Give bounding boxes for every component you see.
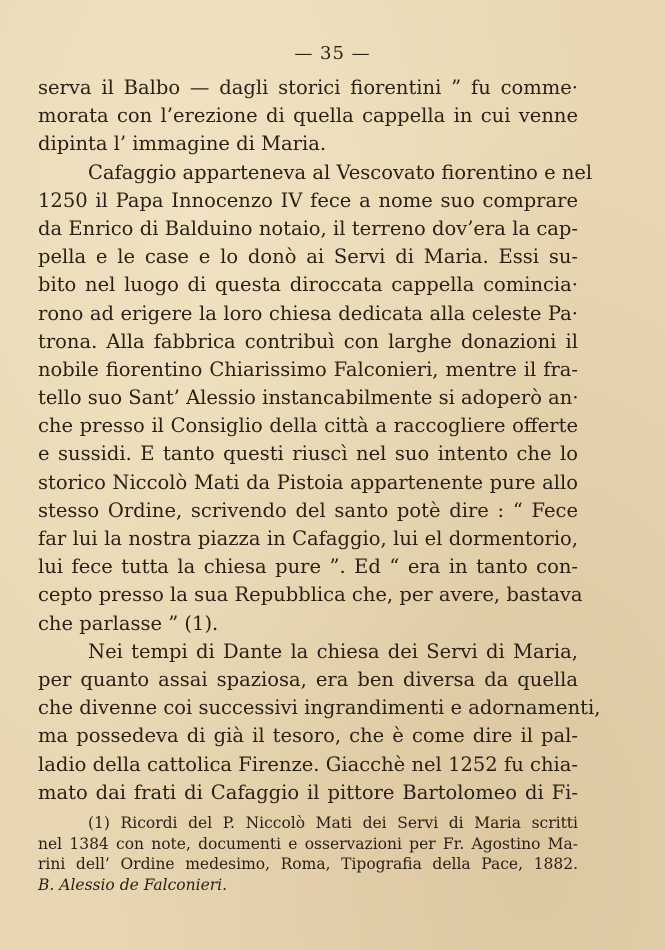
text-line: stesso Ordine, scrivendo del santo potè dire : “ Fece (38, 498, 578, 522)
text-line: ma possedeva di già il tesoro, che è come dire il pal- (38, 724, 578, 748)
footnote-line: nel 1384 con note, documenti e osservazioni per Fr. Agostino Ma- (38, 834, 578, 853)
footnote-line: B. Alessio de Falconieri. (38, 875, 228, 894)
text-line: per quanto assai spaziosa, era ben diversa da quella (38, 667, 578, 691)
text-line: bito nel luogo di questa diroccata cappella comincia· (38, 273, 578, 297)
text-line: trona. Alla fabbrica contribuì con larghe donazioni il (38, 329, 578, 353)
footnote (38, 813, 578, 895)
text-line: mato dai frati di Cafaggio il pittore Bartolomeo di Fi- (38, 780, 578, 804)
text-line: rono ad erigere la loro chiesa dedicata alla celeste Pa· (38, 301, 578, 325)
text-line: tello suo Sant’ Alessio instancabilmente si adoperò an· (38, 386, 579, 410)
text-line: pella e le case e lo donò ai Servi di Maria. Essi su- (38, 245, 578, 269)
text-line: storico Niccolò Mati da Pistoia appartenente pure allo (38, 470, 578, 494)
text-line: che presso il Consiglio della città a raccogliere offerte (38, 414, 578, 438)
text-line: e sussidi. E tanto questi riuscì nel suo intento che lo (38, 442, 578, 466)
text-line: da Enrico di Balduino notaio, il terreno dov’era la cap- (38, 216, 578, 240)
text-line: che parlasse ” (1). (38, 611, 219, 635)
body-text (38, 74, 601, 807)
text-line: Nei tempi di Dante la chiesa dei Servi di Maria, (88, 639, 578, 663)
text-line: Cafaggio apparteneva al Vescovato fiorentino e nel (88, 160, 593, 184)
text-line: nobile fiorentino Chiarissimo Falconieri, mentre il fra- (38, 357, 578, 381)
page-number: — 35 — (294, 43, 371, 64)
footnote-line: (1) Ricordi del P. Niccolò Mati dei Servi di Maria scritti (88, 814, 578, 832)
footnote-line: rini dell’ Ordine medesimo, Roma, Tipografia della Pace, 1882. (38, 855, 578, 873)
text-line: ladio della cattolica Firenze. Giacchè nel 1252 fu chia- (38, 752, 578, 776)
text-line: 1250 il Papa Innocenzo IV fece a nome suo comprare (38, 188, 578, 212)
text-line: cepto presso la sua Repubblica che, per avere, bastava (38, 583, 583, 607)
text-line: lui fece tutta la chiesa pure ”. Ed “ era in tanto con- (38, 555, 578, 579)
text-line: dipinta l’ immagine di Maria. (38, 132, 327, 156)
text-line: morata con l’erezione di quella cappella in cui venne (38, 104, 578, 128)
text-line: far lui la nostra piazza in Cafaggio, lui el dormentorio, (38, 527, 578, 550)
text-line: che divenne coi successivi ingrandimenti e adornamenti, (38, 696, 601, 720)
text-line: serva il Balbo — dagli storici fiorentini ” fu comme· (38, 76, 578, 99)
